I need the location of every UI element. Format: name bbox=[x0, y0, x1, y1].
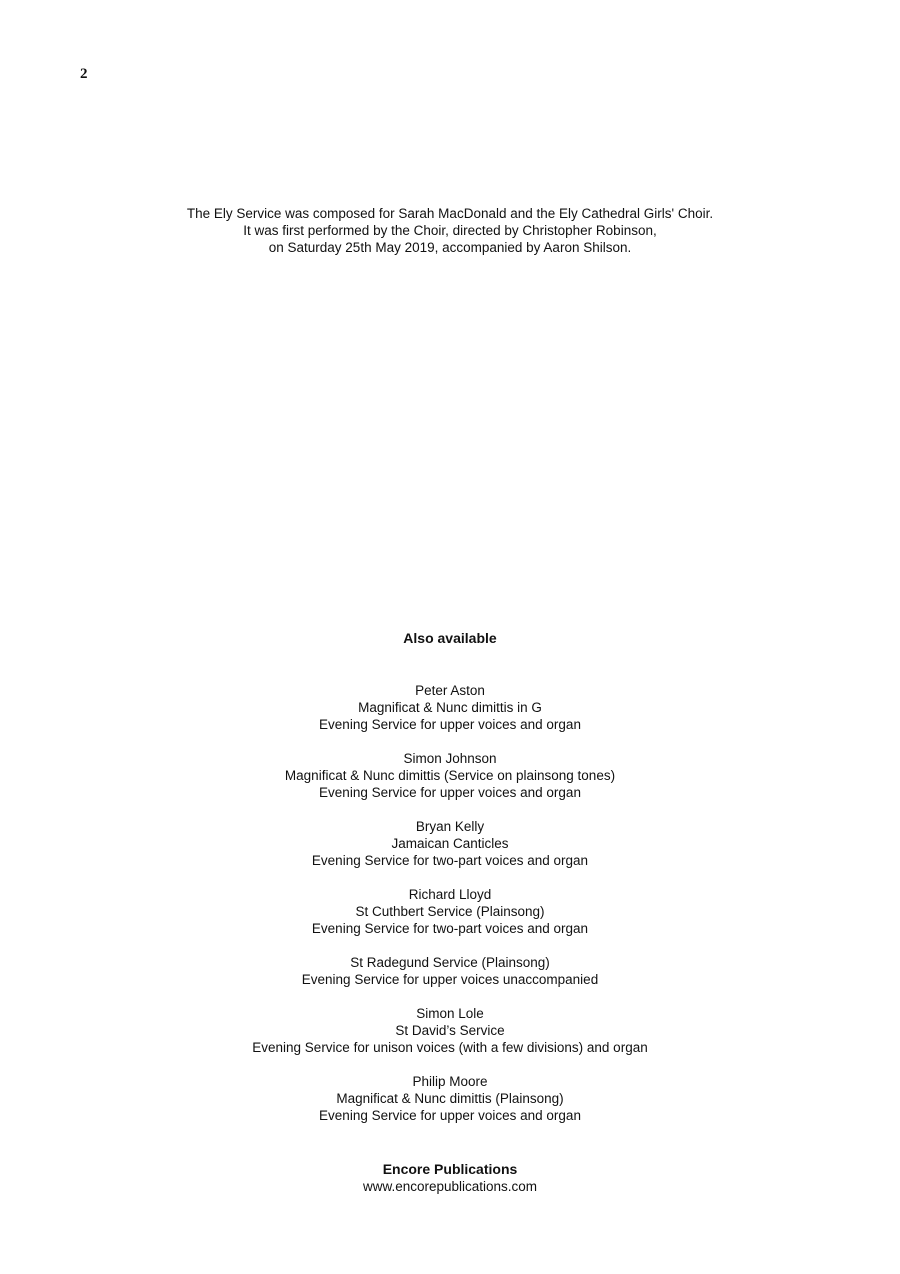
page-number: 2 bbox=[80, 66, 88, 82]
dedication-line: The Ely Service was composed for Sarah MacDonald and the Ely Cathedral Girls' Choir. bbox=[186, 206, 714, 221]
work-title: St Cuthbert Service (Plainsong) bbox=[355, 904, 545, 919]
work-title: St David’s Service bbox=[395, 1023, 505, 1038]
work-title: St Radegund Service (Plainsong) bbox=[350, 955, 550, 970]
composer-name: Bryan Kelly bbox=[415, 819, 485, 834]
dedication-line: on Saturday 25th May 2019, accompanied by Aaron Shilson. bbox=[268, 240, 632, 255]
composer-name: Simon Lole bbox=[416, 1006, 484, 1021]
work-description: Evening Service for unison voices (with a few divisions) and organ bbox=[252, 1040, 648, 1055]
work-description: Evening Service for upper voices unaccompanied bbox=[301, 972, 599, 987]
composer-name: Richard Lloyd bbox=[408, 887, 492, 902]
work-description: Evening Service for two-part voices and organ bbox=[311, 853, 589, 868]
work-title: Jamaican Canticles bbox=[391, 836, 509, 851]
list-item-kelly bbox=[0, 818, 900, 869]
work-description: Evening Service for two-part voices and organ bbox=[311, 921, 589, 936]
composer-name: Peter Aston bbox=[415, 683, 485, 698]
list-item-lole bbox=[0, 1005, 900, 1056]
publisher-name: Encore Publications bbox=[382, 1161, 518, 1177]
list-item-lloyd-radegund bbox=[0, 954, 900, 988]
list-item-aston bbox=[0, 682, 900, 733]
composer-name: Simon Johnson bbox=[403, 751, 497, 766]
dedication-line: It was first performed by the Choir, directed by Christopher Robinson, bbox=[243, 223, 657, 238]
list-item-moore bbox=[0, 1073, 900, 1124]
publisher-website-link[interactable]: www.encorepublications.com bbox=[362, 1179, 538, 1194]
publisher-block bbox=[0, 1161, 900, 1195]
also-available-heading: Also available bbox=[403, 630, 497, 646]
list-item-johnson bbox=[0, 750, 900, 801]
work-title: Magnificat & Nunc dimittis (Plainsong) bbox=[336, 1091, 564, 1106]
work-description: Evening Service for upper voices and organ bbox=[319, 1108, 581, 1123]
work-title: Magnificat & Nunc dimittis (Service on plainsong tones) bbox=[284, 768, 616, 783]
work-description: Evening Service for upper voices and organ bbox=[319, 785, 581, 800]
also-available-list bbox=[0, 682, 900, 1141]
work-description: Evening Service for upper voices and organ bbox=[319, 717, 581, 732]
dedication-note bbox=[0, 205, 900, 256]
list-item-lloyd-cuthbert bbox=[0, 886, 900, 937]
composer-name: Philip Moore bbox=[412, 1074, 488, 1089]
work-title: Magnificat & Nunc dimittis in G bbox=[358, 700, 542, 715]
